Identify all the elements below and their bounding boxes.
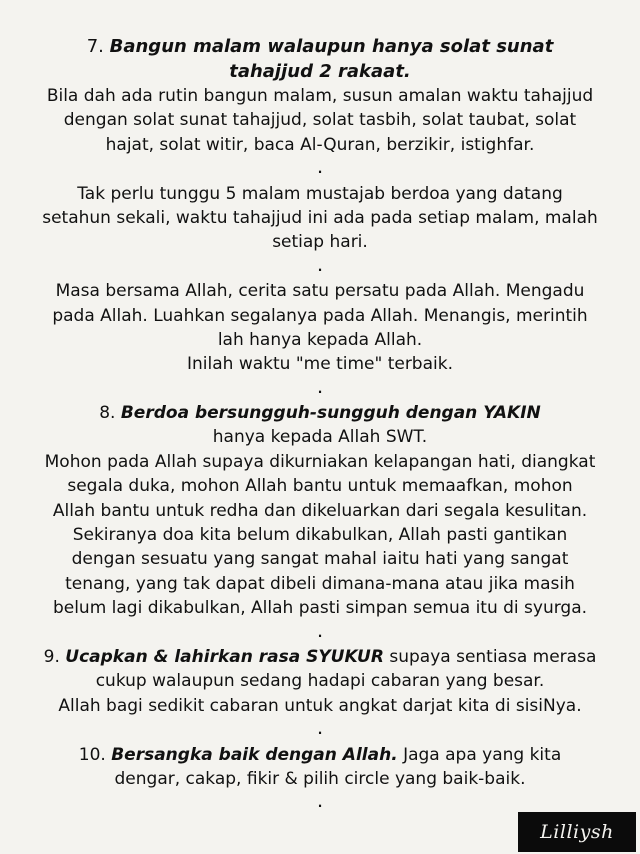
section-7-para3-line1: Masa bersama Allah, cerita satu persatu pada Allah. Mengadu xyxy=(55,281,585,302)
section-9-line2: cukup walaupun sedang hadapi cabaran yang besar. xyxy=(95,671,545,692)
section-7-para3-line4: Inilah waktu "me time" terbaik. xyxy=(186,354,453,375)
section-7-para2-line1: Tak perlu tunggu 5 malam mustajab berdoa yang datang xyxy=(77,183,563,204)
separator-dot: . xyxy=(317,162,323,177)
section-8-para-line2: segala duka, mohon Allah bantu untuk memaafkan, mohon xyxy=(67,476,573,497)
section-8-para-line3: Allah bantu untuk redha dan dikeluarkan dari segala kesulitan. xyxy=(52,500,588,521)
section-7-para1-line2: dengan solat sunat tahajjud, solat tasbih, solat taubat, solat xyxy=(63,110,577,131)
section-9-heading xyxy=(0,645,640,669)
section-10-heading xyxy=(0,743,640,767)
section-8-para-line5: dengan sesuatu yang sangat mahal iaitu hati yang sangat xyxy=(71,549,569,570)
section-10-heading-bold: Bersangka baik dengan Allah. xyxy=(111,744,398,765)
section-7-para2-line3: setiap hari. xyxy=(272,232,368,253)
section-8-heading-line2: hanya kepada Allah SWT. xyxy=(212,427,428,448)
section-10-heading-rest: Jaga apa yang kita xyxy=(403,744,562,765)
section-8-heading xyxy=(0,401,640,425)
section-8-para-line7: belum lagi dikabulkan, Allah pasti simpan semua itu di syurga. xyxy=(52,598,588,619)
section-7-para1-line1: Bila dah ada rutin bangun malam, susun amalan waktu tahajjud xyxy=(46,86,594,106)
section-7-para1-line3: hajat, solat witir, baca Al-Quran, berzikir, istighfar. xyxy=(105,134,535,155)
separator-dot: . xyxy=(317,796,323,811)
section-10-number: 10. xyxy=(78,744,106,765)
section-8-heading-bold: Berdoa bersungguh-sungguh dengan YAKIN xyxy=(120,403,541,424)
separator-dot: . xyxy=(317,723,323,738)
section-7-heading-line2 xyxy=(0,59,640,84)
section-8-number: 8. xyxy=(99,403,116,424)
section-8-para-line6: tenang, yang tak dapat dibeli dimana-mana atau jika masih xyxy=(65,573,575,594)
section-9-number: 9. xyxy=(43,646,60,667)
section-8-para-line4: Sekiranya doa kita belum dikabulkan, Allah pasti gantikan xyxy=(72,525,568,546)
section-7-heading-bold-2: tahajjud 2 rakaat. xyxy=(229,61,411,82)
section-7-para3-line2: pada Allah. Luahkan segalanya pada Allah. Menangis, merintih xyxy=(52,305,588,326)
signature-logo: Lilliysh xyxy=(518,812,636,852)
section-7-heading xyxy=(0,34,640,59)
section-9-line3: Allah bagi sedikit cabaran untuk angkat darjat kita di sisiNya. xyxy=(58,695,582,716)
separator-dot: . xyxy=(317,381,323,396)
separator-dot: . xyxy=(317,259,323,274)
section-7-para2-line2: setahun sekali, waktu tahajjud ini ada pada setiap malam, malah xyxy=(42,207,598,228)
section-7-heading-bold: Bangun malam walaupun hanya solat sunat xyxy=(109,36,554,57)
section-8-para-line1: Mohon pada Allah supaya dikurniakan kelapangan hati, diangkat xyxy=(44,451,596,472)
section-9-heading-bold: Ucapkan & lahirkan rasa SYUKUR xyxy=(65,646,384,667)
separator-dot: . xyxy=(317,625,323,640)
section-10-line2: dengar, cakap, fikir & pilih circle yang baik-baik. xyxy=(114,768,526,789)
section-9-heading-rest: supaya sentiasa merasa xyxy=(389,646,597,667)
section-7-number: 7. xyxy=(86,36,104,57)
section-7-para3-line3: lah hanya kepada Allah. xyxy=(217,329,423,350)
